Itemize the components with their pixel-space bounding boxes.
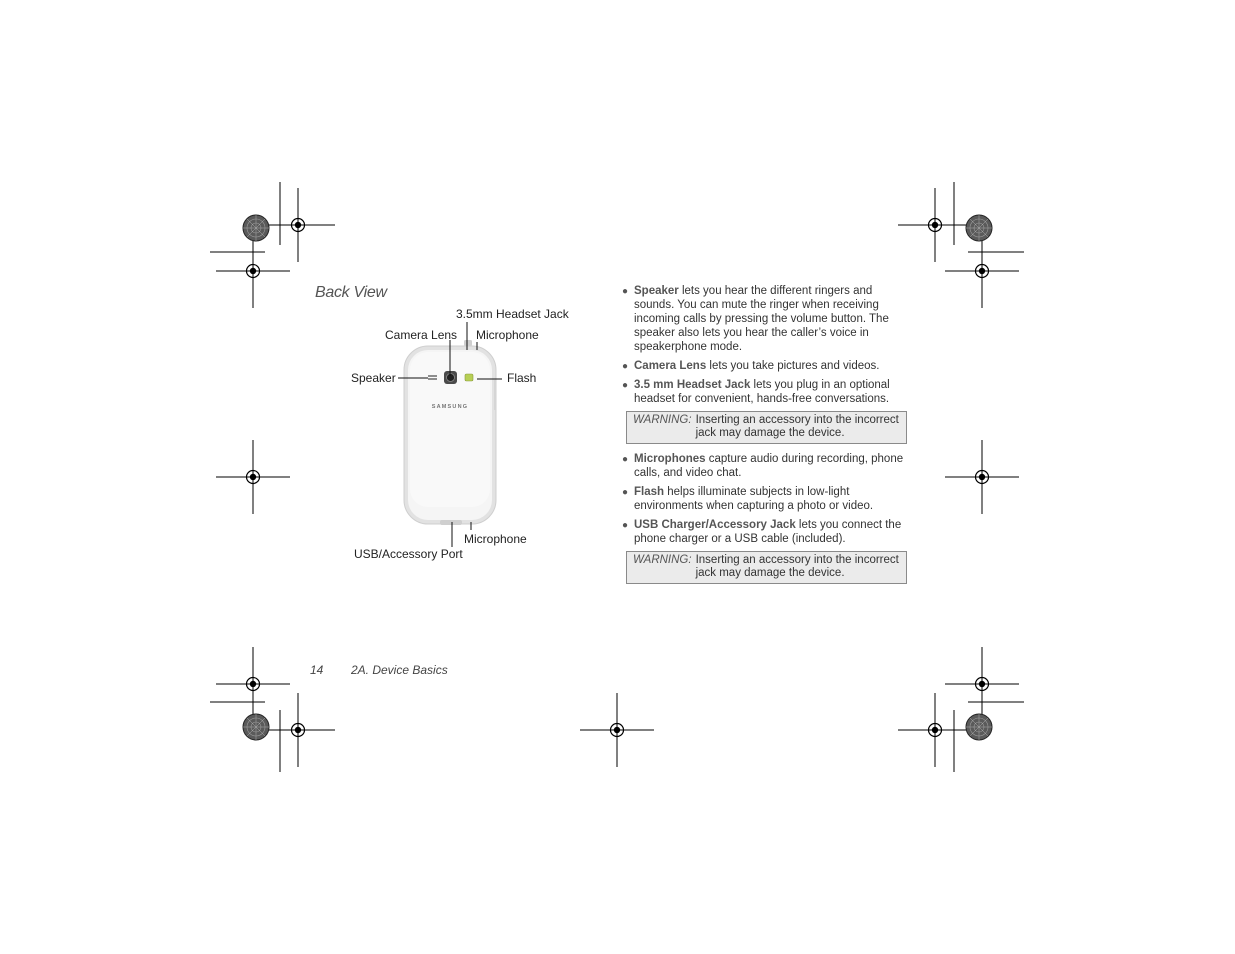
bullet-icon: ● [622, 380, 629, 391]
list-item-camera-lens: ● Camera Lens lets you take pictures and videos. [622, 360, 880, 372]
callout-leaders [340, 300, 600, 570]
label-headset-jack: 3.5mm Headset Jack [456, 307, 569, 321]
list-item-usb-jack: ● USB Charger/Accessory Jack lets you connect the phone charger or a USB cable (included). [622, 519, 902, 545]
list-item-microphones: ● Microphones capture audio during recording, phone calls, and video chat. [622, 453, 904, 479]
brand-logo: SAMSUNG [431, 404, 469, 410]
bullet-icon: ● [622, 361, 629, 372]
list-item-headset-jack: ● 3.5 mm Headset Jack lets you plug in an optional headset for convenient, hands-free conversations. [622, 379, 890, 405]
bullet-icon: ● [622, 454, 629, 465]
bullet-icon: ● [622, 487, 629, 498]
section-title: Back View [315, 284, 387, 301]
label-microphone-top: Microphone [476, 328, 539, 342]
label-camera-lens: Camera Lens [385, 328, 458, 342]
list-item-flash: ● Flash helps illuminate subjects in low-light environments when capturing a photo or video. [622, 486, 874, 512]
list-item-speaker: ● Speaker lets you hear the different ringers and sounds. You can mute the ringer when receiving incoming calls by pressing the volume button. The speaker also lets you hear the caller’s voice in speakerphone mode. [622, 285, 889, 353]
label-speaker: Speaker [351, 371, 396, 385]
warning-box: WARNING: Inserting an accessory into the incorrect jack may damage the device. [626, 411, 907, 444]
feature-descriptions [622, 284, 912, 592]
bullet-icon: ● [622, 520, 629, 531]
label-microphone-bottom: Microphone [464, 532, 527, 546]
label-flash: Flash [507, 371, 537, 385]
page-number: 14 [310, 663, 324, 677]
bullet-icon: ● [622, 286, 629, 297]
warning-box: WARNING: Inserting an accessory into the incorrect jack may damage the device. [626, 551, 907, 584]
chapter-title: 2A. Device Basics [351, 663, 448, 677]
label-usb-port: USB/Accessory Port [354, 547, 463, 561]
